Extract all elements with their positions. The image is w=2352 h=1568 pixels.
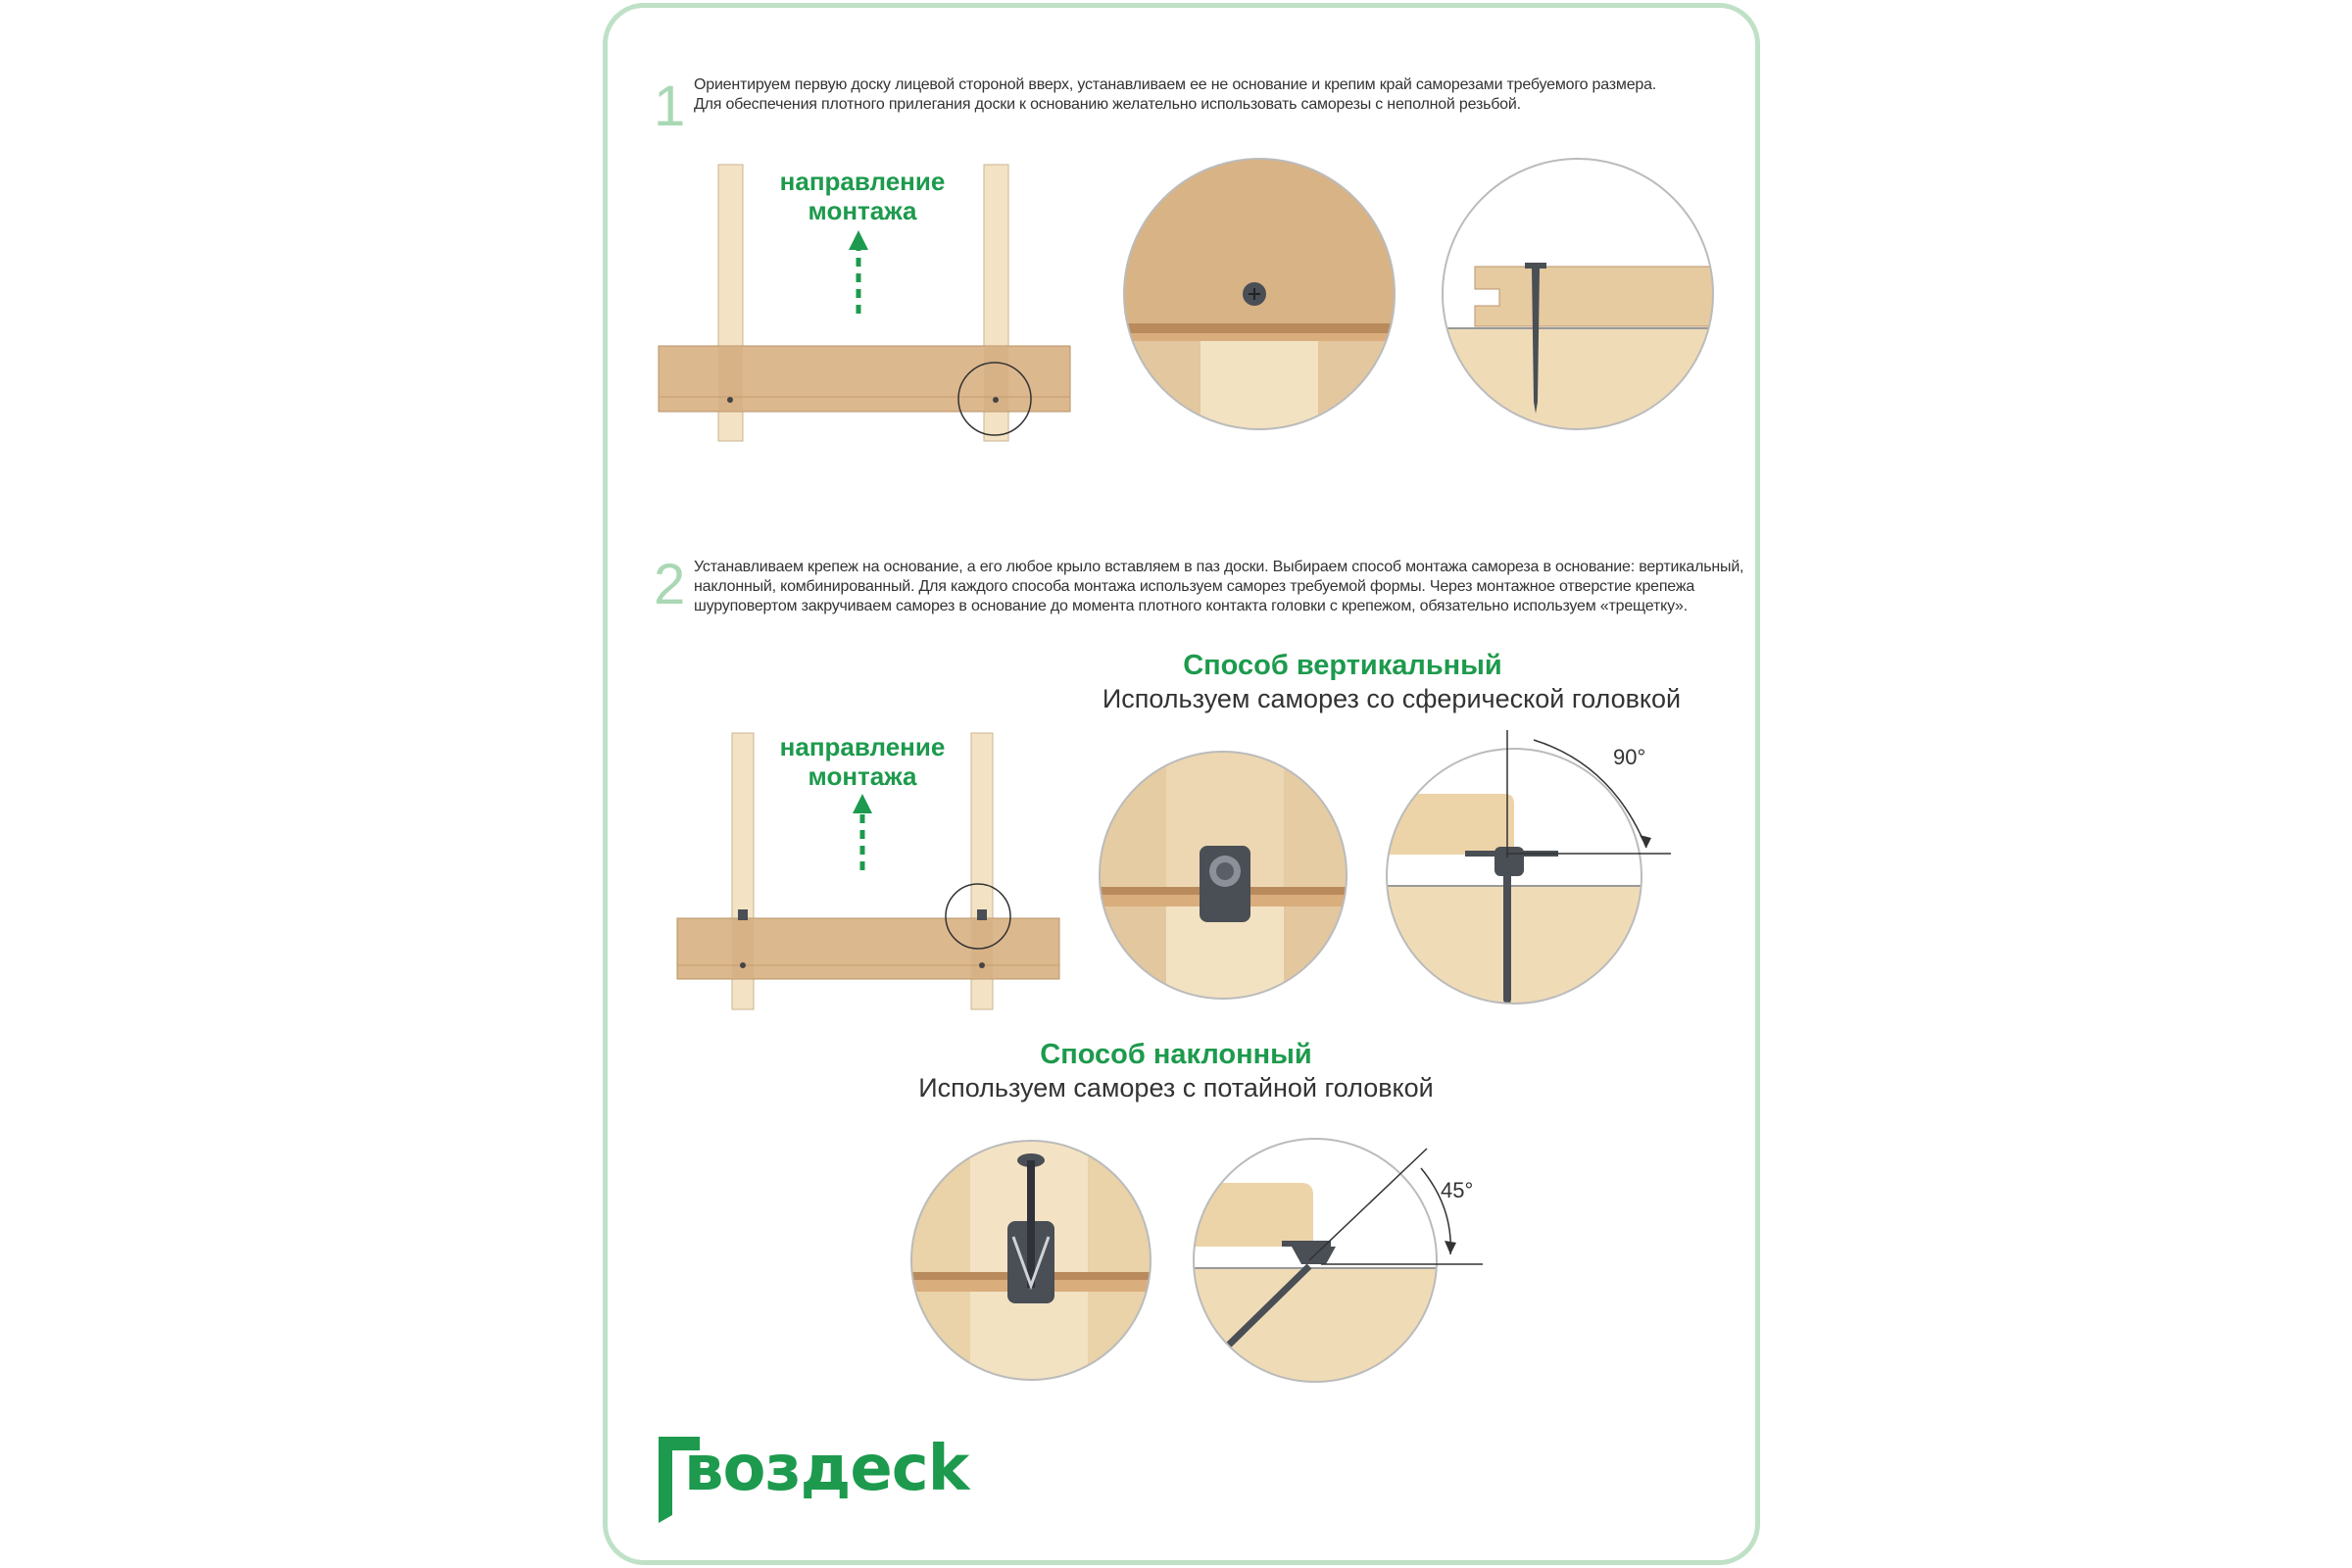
vertical-method-subtitle: Используем саморез со сферической головкой bbox=[1102, 684, 1682, 713]
step-2-text-line3: шуруповертом закручиваем саморез в основание до момента плотного контакта головки с крепежом, обязательно используем «трещетку». bbox=[694, 598, 1688, 614]
step-1-text-line1: Ориентируем первую доску лицевой стороной вверх, устанавливаем ее не основание и крепим край саморезами требуемого размера. bbox=[694, 76, 1657, 93]
step-2-text-line1: Устанавливаем крепеж на основание, а его любое крыло вставляем в паз доски. Выбираем способ монтажа самореза в основание: вертикальный, bbox=[694, 559, 1744, 575]
step-1-text-line2: Для обеспечения плотного прилегания доски к основанию желательно использовать саморезы с неполной резьбой. bbox=[694, 96, 1521, 113]
direction-line2: монтажа bbox=[808, 761, 917, 791]
vertical-zoom-side-view bbox=[1387, 745, 1710, 1009]
step-1-number: 1 bbox=[654, 74, 686, 138]
step-2-text-line2: наклонный, комбинированный. Для каждого способа монтажа используем саморез требуемой формы. Через монтажное отверстие крепежа bbox=[694, 578, 1695, 595]
step-1-zoom-side-view bbox=[1441, 157, 1725, 441]
vertical-angle-label: 90° bbox=[1613, 745, 1646, 769]
vertical-zoom-top-view bbox=[1098, 750, 1352, 1004]
inclined-method-subtitle: Используем саморез с потайной головкой bbox=[918, 1073, 1434, 1102]
step-1-zoom-top-view bbox=[1122, 157, 1406, 441]
inclined-method-title: Способ наклонный bbox=[1040, 1039, 1312, 1070]
step-1-board-diagram bbox=[647, 157, 1078, 451]
step-2-number: 2 bbox=[654, 553, 686, 616]
vertical-method-title: Способ вертикальный bbox=[1183, 650, 1502, 681]
step-2-text bbox=[694, 558, 1752, 616]
direction-line1: направление bbox=[779, 732, 946, 761]
inclined-zoom-side-view bbox=[1194, 1139, 1488, 1394]
direction-line2: монтажа bbox=[808, 196, 917, 225]
inclined-angle-label: 45° bbox=[1441, 1178, 1474, 1202]
inclined-zoom-top-view bbox=[909, 1139, 1154, 1384]
step-2-board-diagram bbox=[666, 725, 1078, 1009]
step-1-text bbox=[694, 75, 1752, 115]
brand-logo-text: воздeck bbox=[684, 1433, 969, 1505]
direction-line1: направление bbox=[779, 167, 946, 196]
